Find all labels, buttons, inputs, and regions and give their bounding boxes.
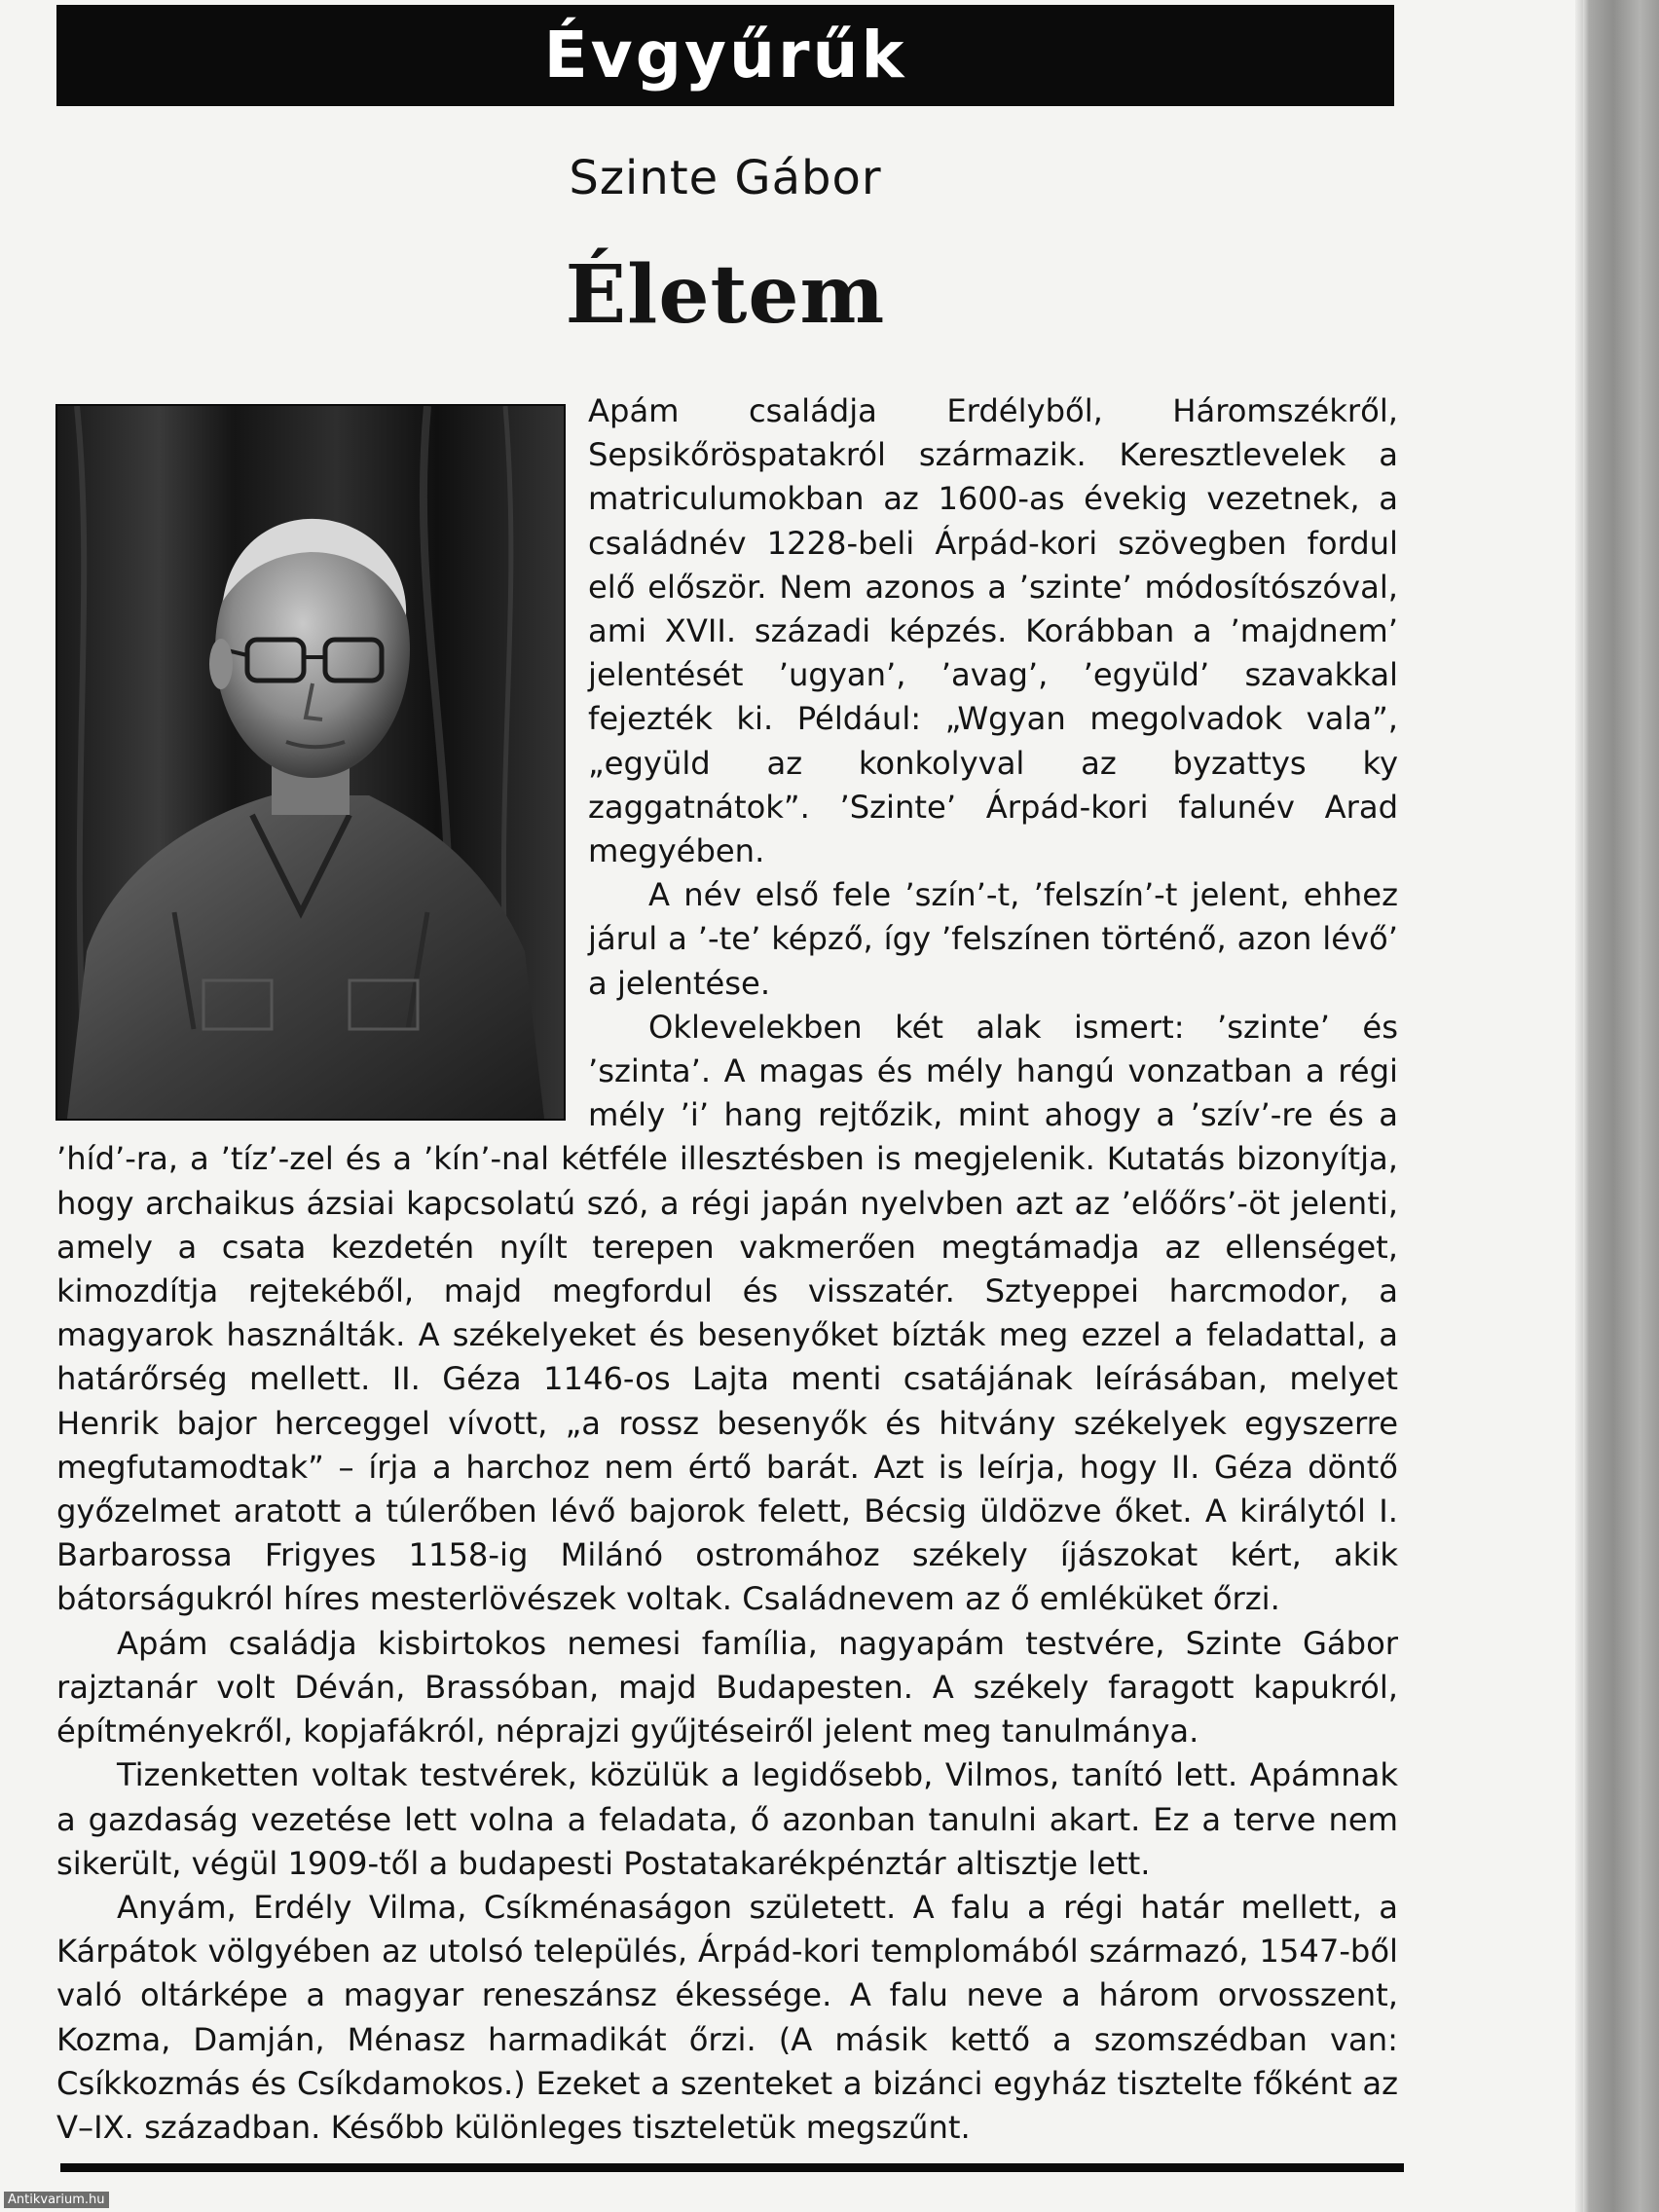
paragraph-3: Oklevelekben két alak ismert: ’szinte’ és ’szinta’. A magas és mély hangú vonzatban a régi mély ’i’ hang rejtőzik, mint ahogy a ’szív’-re és a ’híd’-ra, a ’tíz’-zel és a ’kín’-nal kétféle illesztésben is megjelenik. Kutatás bizonyítja, hogy archaikus ázsiai kapcsolatú szó, a régi japán nyelvben azt az ’előőrs’-öt jelenti, amely a csata kezdetén nyílt terepen vakmerően megtámadja az ellenséget, kimozdítja rejtekéből, majd megfordul és visszatér. Sztyeppei harcmodor, a magyarok használták. A székelyeket és besenyőket bízták meg ezzel a feladattal, a határőrség mellett. II. Géza 1146-os Lajta menti csatájának leírásában, melyet Henrik bajor herceggel vívott, „a rossz besenyők és hitvány székelyek egyszerre megfutamodtak” – írja a harchoz nem értő barát. Azt is leírja, hogy II. Géza döntő győzelmet aratott a túlerőben lévő bajorok felett, Bécsig üldözve őket. A királytól I. Barbarossa Frigyes 1158-ig Milánó ostromához székely íjászokat kért, akik bátorságukról híres mesterlövészek voltak. Családnevem az ő emléküket őrzi. (56, 1008, 1398, 1618)
bottom-rule (60, 2163, 1404, 2172)
article-author: Szinte Gábor (569, 151, 882, 205)
paragraph-1: Apám családja Erdélyből, Háromszékről, Sepsikőröspatakról származik. Keresztlevelek a matriculumokban az 1600-as évekig vezetnek, a családnév 1228-beli Árpád-kori szövegben fordul elő először. Nem azonos a ’szinte’ módosítószóval, ami XVII. századi képzés. Korábban a ’majdnem’ jelentését ’ugyan’, ’avag’, ’együld’ szavakkal fejezték ki. Például: „Wgyan megolvadok vala”, „együld az konkolyval az byzattys ky zaggatnátok”. ’Szinte’ Árpád-kori falunév Arad megyében. (588, 392, 1398, 870)
section-header-label: Évgyűrűk (543, 18, 907, 92)
paragraph-2: A név első fele ’szín’-t, ’felszín’-t jelent, ehhez járul a ’-te’ képző, így ’felszínen történő, azon lévő’ a jelentése. (588, 876, 1398, 1002)
page-edge-shadow (1575, 0, 1583, 2212)
book-binding-edge (1583, 0, 1659, 2212)
paragraph-4: Apám családja kisbirtokos nemesi família, nagyapám testvére, Szinte Gábor rajztanár volt Déván, Brassóban, majd Budapesten. A székely faragott kapukról, építményekről, kopjafákról, néprajzi gyűjtéseiről jelent meg tanulmánya. (56, 1624, 1398, 1751)
site-watermark: Antikvarium.hu (4, 2192, 109, 2208)
article-body (56, 389, 1398, 2150)
paragraph-6: Anyám, Erdély Vilma, Csíkménaságon született. A falu a régi határ mellett, a Kárpátok völgyében az utolsó település, Árpád-kori templomából származó, 1547-ből való oltárképe a magyar reneszánsz ékessége. A falu neve a három orvosszent, Kozma, Damján, Ménasz harmadikát őrzi. (A másik kettő a szomszédban van: Csíkkozmás és Csíkdamokos.) Ezeket a szenteket a bizánci egyház tisztelte főként az V–IX. században. Később különleges tiszteletük megszűnt. (56, 1888, 1398, 2146)
section-header-bar (56, 5, 1394, 106)
paragraph-5: Tizenketten voltak testvérek, közülük a legidősebb, Vilmos, tanító lett. Apámnak a gazdaság vezetése lett volna a feladata, ő azonban tanulni akart. Ez a terve nem sikerült, végül 1909-től a budapesti Postatakarékpénztár altisztje lett. (56, 1756, 1398, 1882)
article-title: Életem (565, 248, 886, 342)
portrait-spacer (56, 389, 588, 1125)
